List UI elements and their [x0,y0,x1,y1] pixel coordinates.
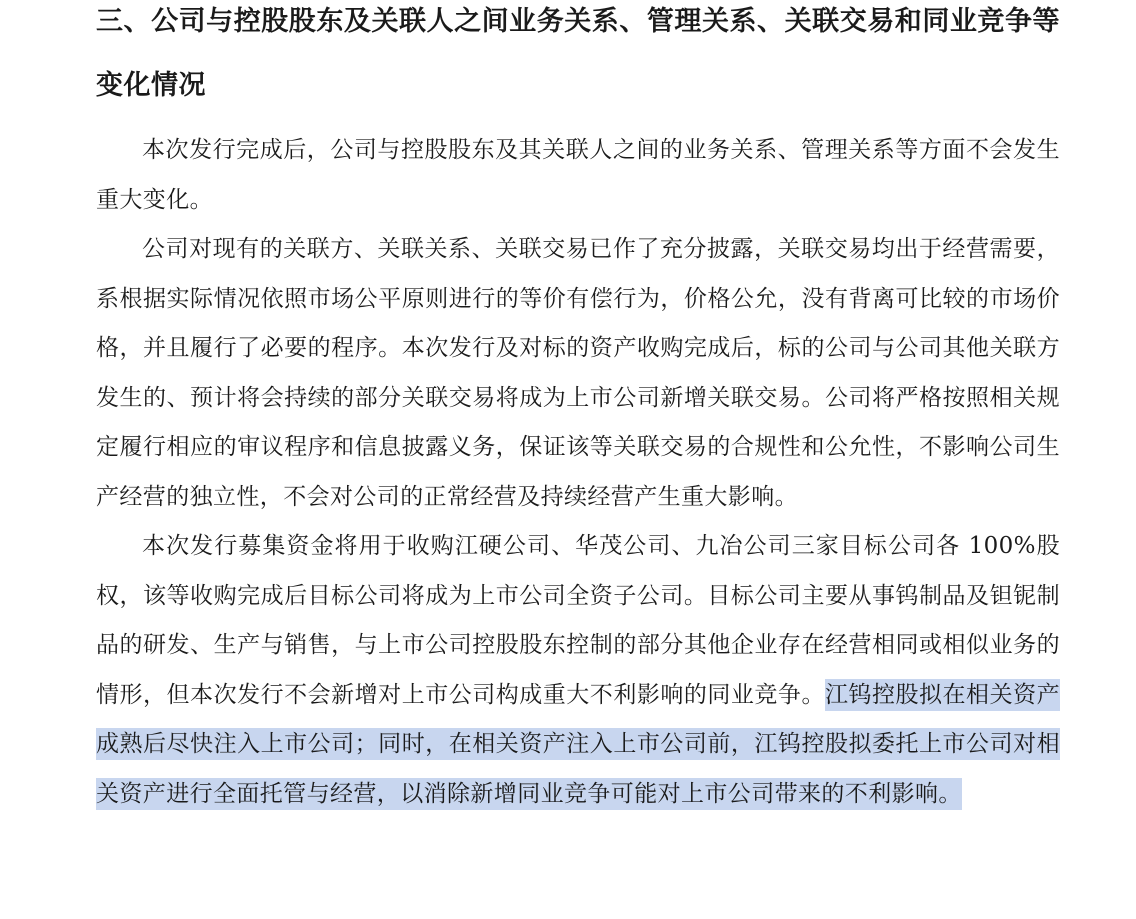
paragraph-2-text: 公司对现有的关联方、关联关系、关联交易已作了充分披露，关联交易均出于经营需要，系根据实际情况依照市场公平原则进行的等价有偿行为，价格公允，没有背离可比较的市场价格，并且履行了必要的程序。本次发行及对标的资产收购完成后，标的公司与公司其他关联方发生的、预计将会持续的部分关联交易将成为上市公司新增关联交易。公司将严格按照相关规定履行相应的审议程序和信息披露义务，保证该等关联交易的合规性和公允性，不影响公司生产经营的独立性，不会对公司的正常经营及持续经营产生重大影响。 [96,236,1060,510]
document-page [96,0,1060,819]
paragraph-1-text: 本次发行完成后，公司与控股股东及其关联人之间的业务关系、管理关系等方面不会发生重大变化。 [96,137,1060,213]
highlighted-text[interactable]: 江钨控股拟在相关资产成熟后尽快注入上市公司；同时，在相关资产注入上市公司前，江钨控股拟委托上市公司对相关资产进行全面托管与经营，以消除新增同业竞争可能对上市公司带来的不利影响。 [96,679,1060,810]
paragraph-3-text: 本次发行募集资金将用于收购江硬公司、华茂公司、九冶公司三家目标公司各 100%股权，该等收购完成后目标公司将成为上市公司全资子公司。目标公司主要从事钨制品及钽铌制品的研发、生产与销售，与上市公司控股股东控制的部分其他企业存在经营相同或相似业务的情形，但本次发行不会新增对上市公司构成重大不利影响的同业竞争。 [96,533,1060,708]
paragraph-1 [96,126,1060,225]
section-heading: 三、公司与控股股东及关联人之间业务关系、管理关系、关联交易和同业竞争等变化情况 [96,6,1060,101]
paragraph-2 [96,225,1060,522]
paragraph-3 [96,522,1060,819]
